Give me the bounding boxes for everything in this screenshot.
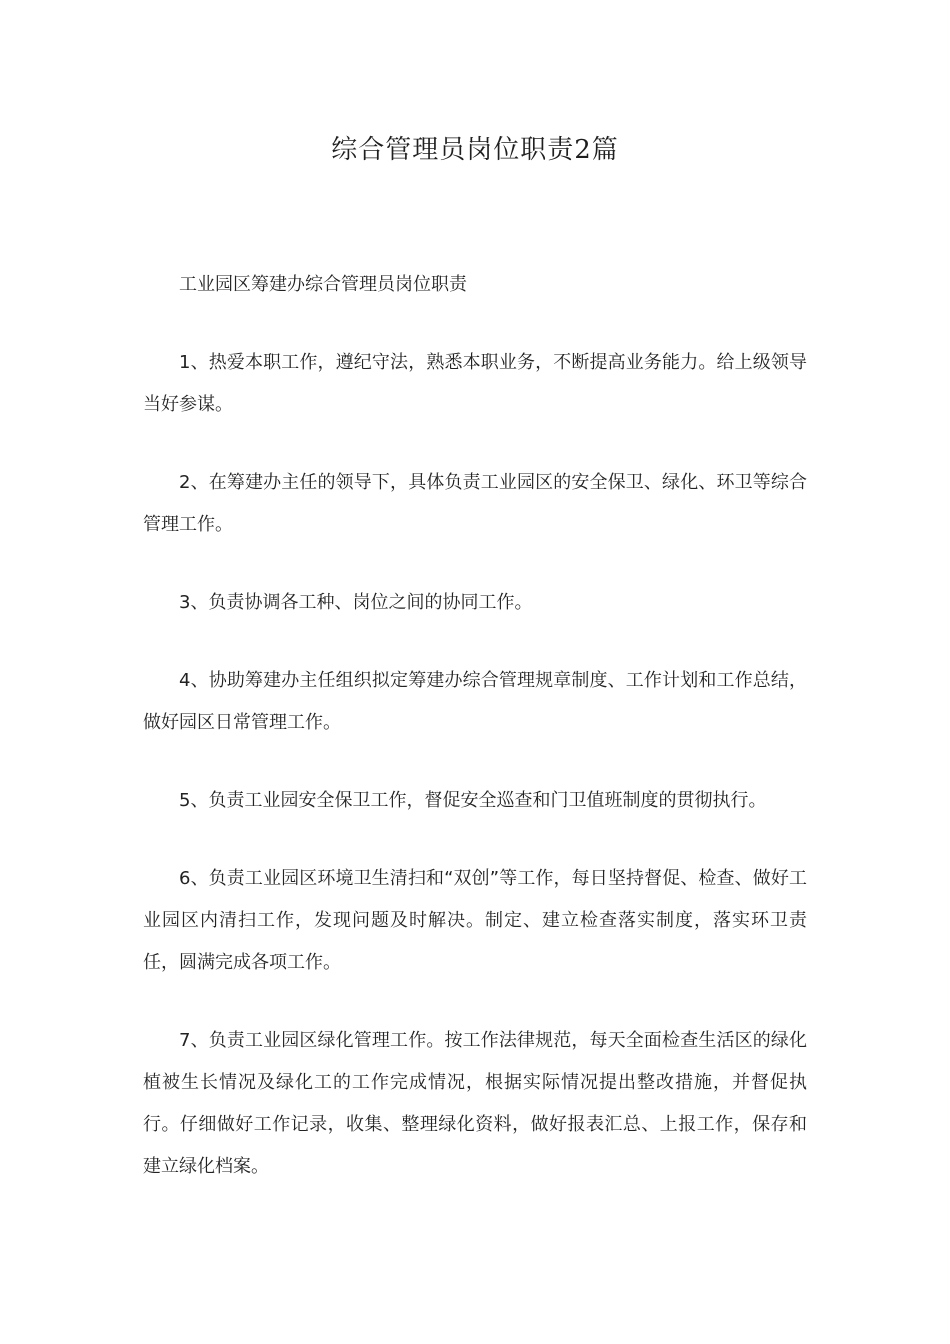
duty-item-1: 1、热爱本职工作，遵纪守法，熟悉本职业务，不断提高业务能力。给上级领导当好参谋。 <box>143 352 807 415</box>
duty-item-7: 7、负责工业园区绿化管理工作。按工作法律规范，每天全面检查生活区的绿化植被生长情况及绿化工的工作完成情况，根据实际情况提出整改措施，并督促执行。仔细做好工作记录，收集、整理绿化资料，做好报表汇总、上报工作，保存和建立绿化档案。 <box>143 1030 807 1177</box>
document-title: 综合管理员岗位职责2篇 <box>331 135 619 165</box>
duty-item-2: 2、在筹建办主任的领导下，具体负责工业园区的安全保卫、绿化、环卫等综合管理工作。 <box>143 472 807 535</box>
duty-item-5: 5、负责工业园安全保卫工作，督促安全巡查和门卫值班制度的贯彻执行。 <box>179 790 767 811</box>
duty-item-6: 6、负责工业园区环境卫生清扫和“双创”等工作，每日坚持督促、检查、做好工业园区内清扫工作，发现问题及时解决。制定、建立检查落实制度，落实环卫责任，圆满完成各项工作。 <box>143 868 807 973</box>
duty-item-3: 3、负责协调各工种、岗位之间的协同工作。 <box>179 592 533 613</box>
document-body <box>143 264 807 1224</box>
section-heading: 工业园区筹建办综合管理员岗位职责 <box>179 274 467 295</box>
duty-item-4: 4、协助筹建办主任组织拟定筹建办综合管理规章制度、工作计划和工作总结，做好园区日常管理工作。 <box>143 670 807 733</box>
